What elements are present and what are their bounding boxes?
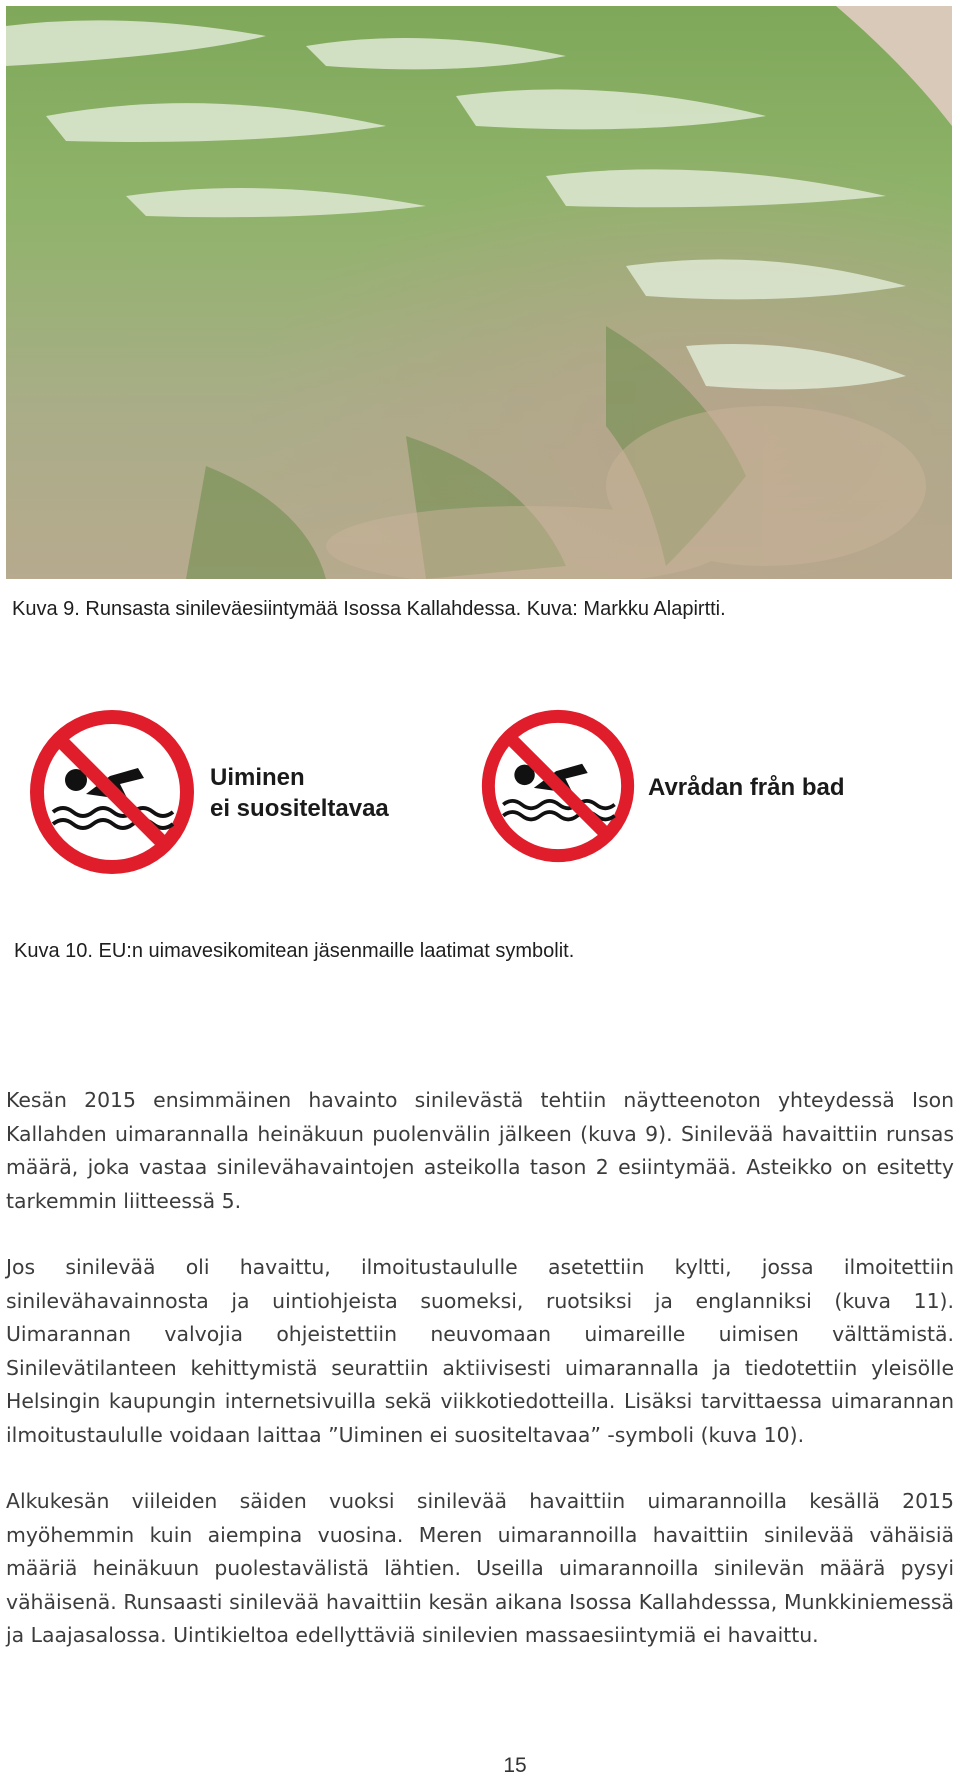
no-swimming-icon xyxy=(28,708,196,876)
finnish-no-swimming-sign xyxy=(28,708,389,876)
sign-finnish-line2: ei suositeltavaa xyxy=(210,795,389,822)
swedish-no-swimming-sign xyxy=(480,708,845,864)
algae-water-photo xyxy=(6,6,952,579)
sign-finnish-line1: Uiminen xyxy=(210,764,305,791)
paragraph-1: Kesän 2015 ensimmäinen havainto sinilevästä tehtiin näytteenoton yhteydessä Ison Kallahden uimarannalla heinäkuun puolenvälin jälkeen (kuva 9). Sinilevää havaittiin runsas määrä, joka vastaa sinilevähavaintojen asteikolla tason 2 esiintymää. Asteikko on esitetty tarkemmin liitteessä 5. xyxy=(6,1088,954,1213)
figure-10-caption: Kuva 10. EU:n uimavesikomitean jäsenmaille laatimat symbolit. xyxy=(14,940,575,962)
paragraph-2: Jos sinilevää oli havaittu, ilmoitustaululle asetettiin kyltti, jossa ilmoitettiin sinilevähavainnosta ja uintiohjeista suomeksi, ruotsiksi ja englanniksi (kuva 11). Uimarannan valvojia ohjeistettiin neuvomaan uimareille uimisen välttämistä. Sinilevätilanteen kehittymistä seurattiin aktiivisesti uimarannalla ja tiedotettiin yleisölle Helsingin kaupungin internetsivuilla sekä viikkotiedotteilla. Lisäksi tarvittaessa uimarannan ilmoitustaululle voidaan laittaa ”Uiminen ei suositeltavaa” -symboli (kuva 10). xyxy=(6,1255,954,1447)
blue-green-algae-water-photo xyxy=(6,6,952,579)
no-swimming-icon xyxy=(480,708,636,864)
figure-9-caption: Kuva 9. Runsasta sinileväesiintymää Isossa Kallahdessa. Kuva: Markku Alapirtti. xyxy=(12,598,726,620)
sign-swedish-text: Avrådan från bad xyxy=(648,774,845,801)
page-number: 15 xyxy=(503,1754,527,1777)
paragraph-3: Alkukesän viileiden säiden vuoksi sinilevää havaittiin uimarannoilla kesällä 2015 myöhemmin kuin aiempina vuosina. Meren uimarannoilla havaittiin sinilevää vähäisiä määriä heinäkuun puolestavälistä lähtien. Useilla uimarannoilla sinilevän määrä pysyi vähäisenä. Runsaasti sinilevää havaittiin kesän aikana Isossa Kallahdesssa, Munkkiniemessä ja Laajasalossa. Uintikieltoa edellyttäviä sinilevien massaesiintymiä ei havaittu. xyxy=(6,1489,954,1647)
